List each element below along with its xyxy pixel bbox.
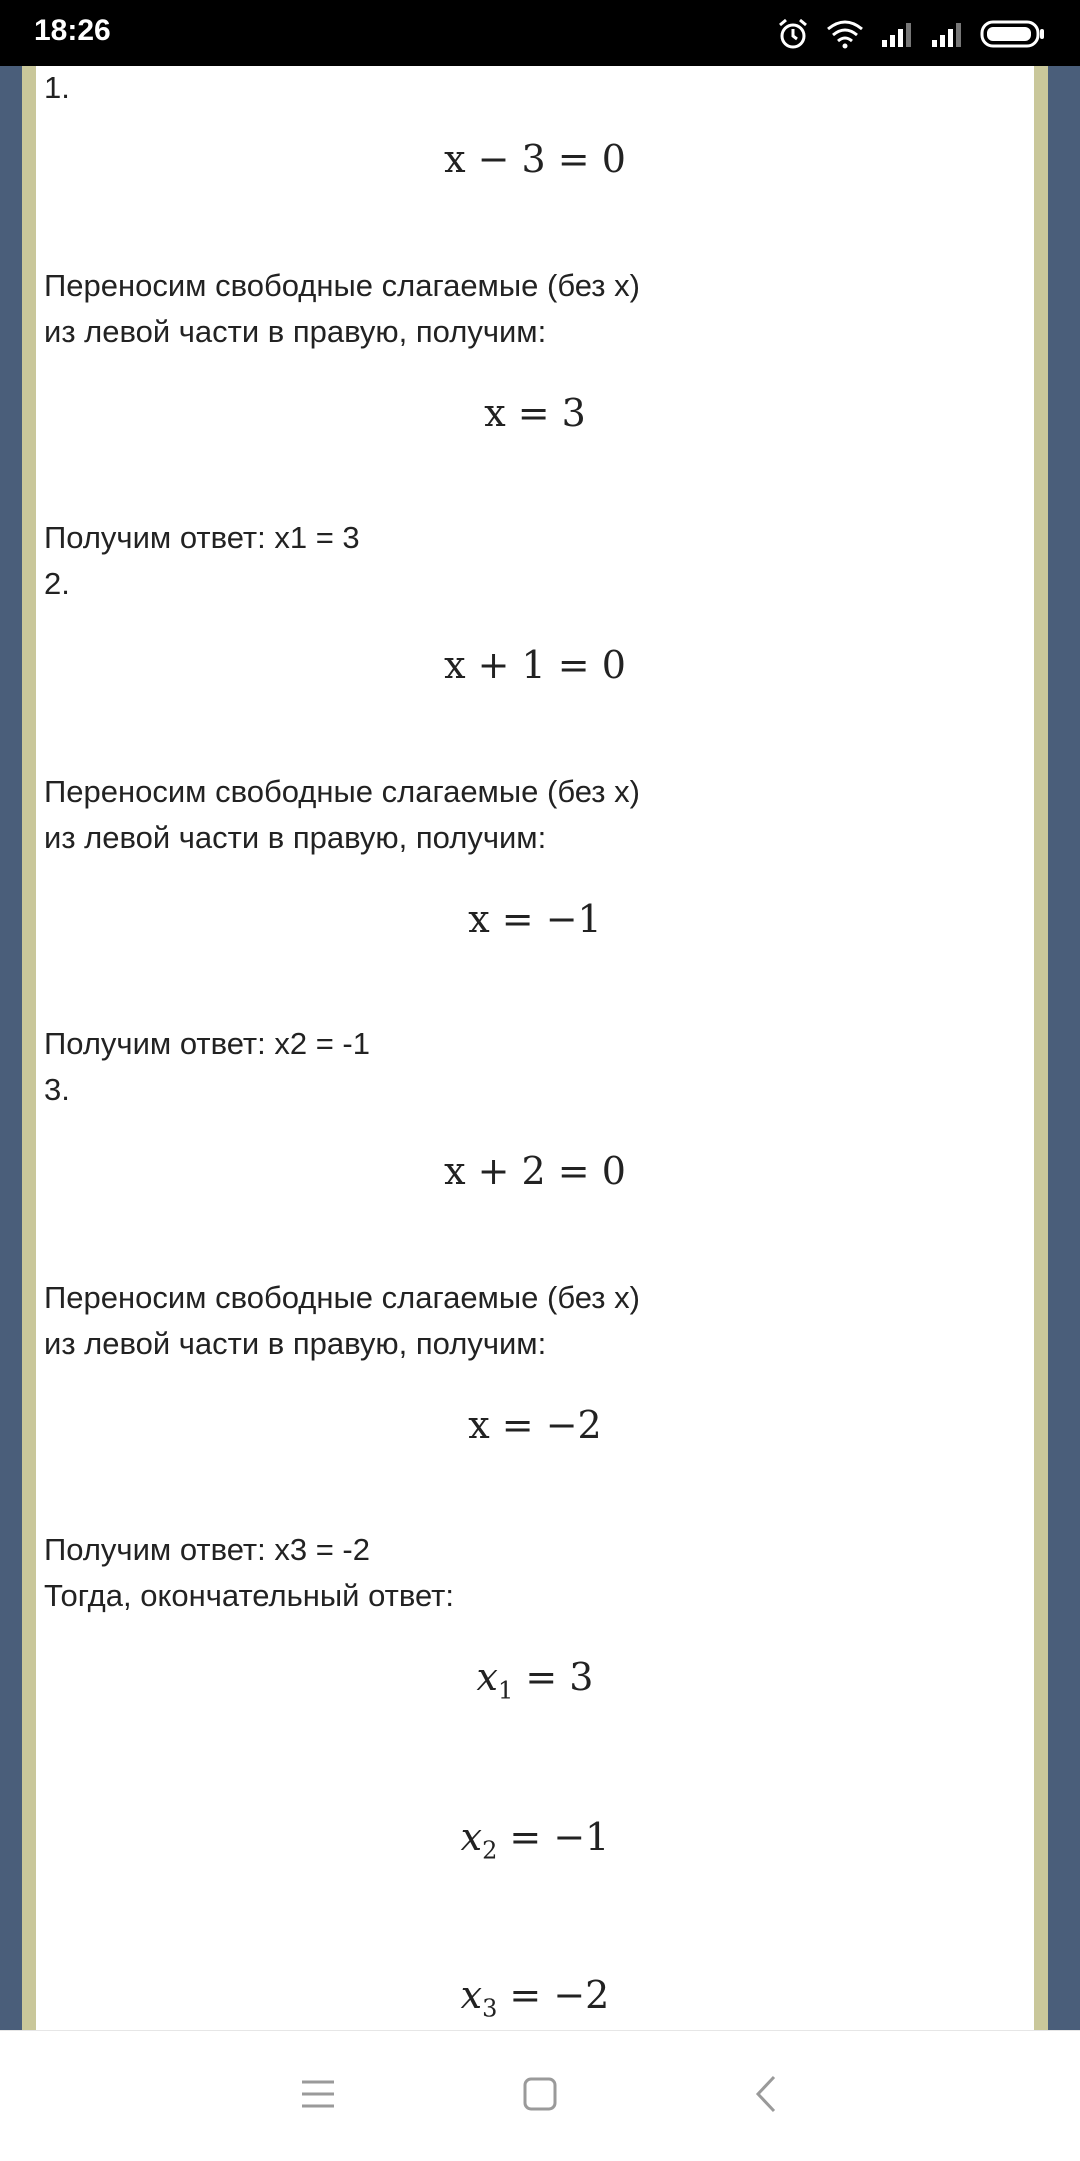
- alarm-icon: [776, 17, 810, 51]
- solution-content[interactable]: [36, 66, 1034, 2030]
- status-icons: [776, 14, 1046, 54]
- step-2-text-line-2: из левой части в правую, получим:: [44, 820, 547, 855]
- step-1-result: x = 3: [484, 391, 586, 435]
- step-2-result: x = −1: [468, 897, 602, 941]
- step-1-equation: x − 3 = 0: [444, 137, 626, 181]
- panel-border-left: [22, 66, 36, 2030]
- step-3-answer: Получим ответ: x3 = -2: [44, 1532, 370, 1567]
- panel-border-right: [1034, 66, 1048, 2030]
- step-2-answer: Получим ответ: x2 = -1: [44, 1026, 370, 1061]
- step-2-equation: x + 1 = 0: [444, 643, 626, 687]
- step-2-label: 2.: [44, 566, 70, 601]
- battery-icon: [980, 19, 1046, 49]
- wifi-icon: [826, 19, 864, 49]
- step-2-text-line-1: Переносим свободные слагаемые (без x): [44, 774, 640, 809]
- status-time: 18:26: [34, 14, 111, 47]
- menu-button[interactable]: [283, 2061, 353, 2131]
- signal-icon: [930, 20, 964, 48]
- status-bar: [0, 0, 1080, 66]
- final-answer-1: $x_1 = 3$: [476, 1655, 594, 1705]
- navigation-bar: [0, 2030, 1080, 2161]
- step-1-label: 1.: [44, 70, 70, 105]
- home-icon: [523, 2077, 557, 2116]
- back-button[interactable]: [731, 2061, 801, 2131]
- step-1-text-line-1: Переносим свободные слагаемые (без x): [44, 268, 640, 303]
- menu-icon: [300, 2079, 336, 2114]
- step-3-label: 3.: [44, 1072, 70, 1107]
- final-answer-3: $x_3 = -2$: [460, 1973, 610, 2023]
- back-icon: [754, 2075, 778, 2118]
- step-3-text-line-1: Переносим свободные слагаемые (без x): [44, 1280, 640, 1315]
- step-3-result: x = −2: [468, 1403, 602, 1447]
- signal-icon: [880, 20, 914, 48]
- step-3-equation: x + 2 = 0: [444, 1149, 626, 1193]
- home-button[interactable]: [505, 2061, 575, 2131]
- final-answer-2: $x_2 = -1$: [460, 1815, 610, 1865]
- final-answer-text: Тогда, окончательный ответ:: [44, 1578, 454, 1613]
- step-1-answer: Получим ответ: x1 = 3: [44, 520, 360, 555]
- step-1-text-line-2: из левой части в правую, получим:: [44, 314, 547, 349]
- step-3-text-line-2: из левой части в правую, получим:: [44, 1326, 547, 1361]
